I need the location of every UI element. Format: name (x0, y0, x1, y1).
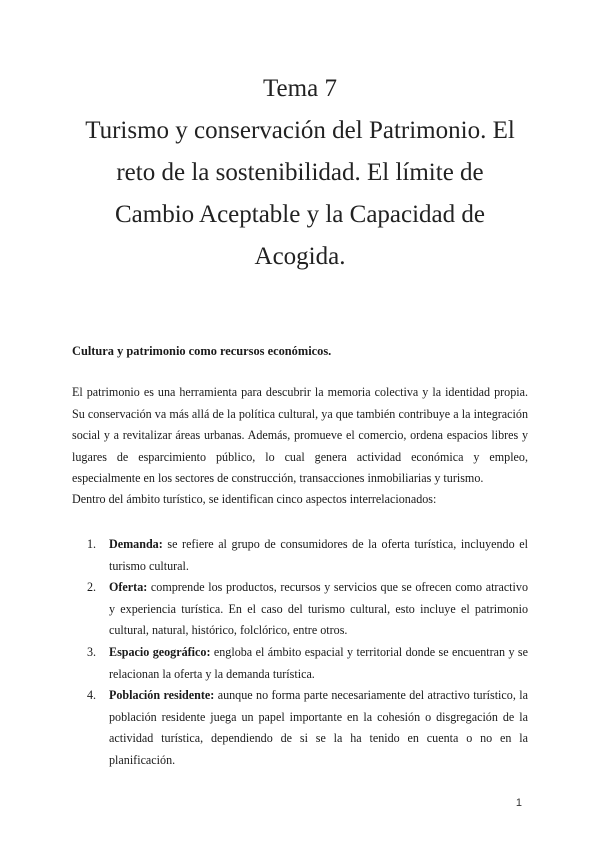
list-item-text (109, 534, 528, 577)
list-item-number: 3. (87, 644, 97, 659)
list-item-term: Población residente: (109, 688, 215, 703)
list-item-text (109, 642, 528, 685)
list-item-term: Espacio geográfico: (109, 644, 211, 659)
paragraph-intro (72, 382, 528, 490)
paragraph-line: especialmente en los sectores de construcción, transacciones inmobiliarias y turismo. (72, 471, 484, 486)
list-item (87, 534, 528, 577)
list-item (87, 577, 528, 642)
aspects-list (87, 534, 528, 772)
title-line: Cambio Aceptable y la Capacidad de (114, 201, 485, 228)
list-item-description: engloba el ámbito espacial y territorial donde se encuentran y se relacionan la oferta y la demanda turística. (109, 644, 528, 681)
list-item-description: aunque no forma parte necesariamente del atractivo turístico, la población residente juega un papel importante en la cohesión o disgregación de la actividad turística, dependiendo de si se la ha tenido en cuenta o no en la planificación. (109, 688, 528, 767)
list-item-number: 4. (87, 688, 97, 703)
paragraph-aspects-intro: Dentro del ámbito turístico, se identifican cinco aspectos interrelacionados: (72, 492, 437, 506)
list-item-description: comprende los productos, recursos y servicios que se ofrecen como atractivo y experiencia turística. En el caso del turismo cultural, esto incluye el patrimonio cultural, natural, histórico, folclórico, entre otros. (109, 580, 528, 638)
paragraph-line: El patrimonio es una herramienta para descubrir la memoria colectiva y la identidad propia. (72, 385, 528, 399)
title-line: reto de la sostenibilidad. El límite de (116, 159, 484, 186)
paragraph-line: Su conservación va más allá de la política cultural, ya que también contribuye a la integración (72, 406, 528, 421)
paragraph-line: social y a revitalizar áreas urbanas. Además, promueve el comercio, ordena espacios libres y (72, 428, 528, 443)
list-item (87, 685, 528, 771)
list-item-number: 1. (87, 537, 97, 551)
paragraph-line: lugares de esparcimiento público, lo cual genera actividad económica y empleo, (72, 449, 528, 464)
page-number: 1 (515, 797, 522, 809)
list-item-text (109, 577, 528, 642)
list-item-term: Demanda: (109, 537, 163, 551)
list-item (87, 642, 528, 685)
list-item-text (109, 685, 528, 771)
document-title (40, 68, 560, 278)
section-heading: Cultura y patrimonio como recursos económicos. (72, 344, 332, 358)
title-line-topic: Tema 7 (263, 75, 337, 102)
title-line: Acogida. (254, 243, 346, 270)
list-item-description: se refiere al grupo de consumidores de la oferta turística, incluyendo el turismo cultural. (109, 537, 528, 573)
title-line: Turismo y conservación del Patrimonio. El (85, 117, 515, 144)
list-item-number: 2. (87, 580, 97, 595)
list-item-term: Oferta: (109, 580, 148, 595)
